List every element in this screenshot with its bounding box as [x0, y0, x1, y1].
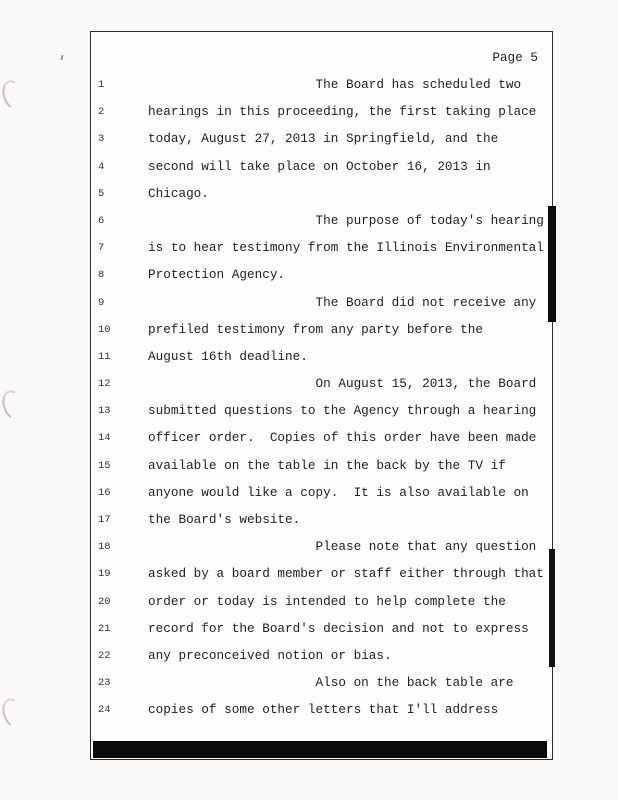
- line-number: 14: [98, 432, 111, 445]
- line-text: hearings in this proceeding, the first taking place: [148, 104, 537, 120]
- transcript-line: [91, 76, 552, 103]
- line-number: 4: [98, 160, 105, 173]
- line-text: Also on the back table are: [148, 675, 514, 691]
- line-number: 16: [98, 486, 111, 499]
- transcript-line: [91, 321, 552, 348]
- line-text: available on the table in the back by the TV if: [148, 457, 506, 473]
- line-number: 2: [98, 106, 105, 119]
- line-text: record for the Board's decision and not to express: [148, 620, 529, 636]
- line-text: Chicago.: [148, 185, 209, 201]
- transcript-line: [91, 674, 552, 701]
- binder-ring-mark: [0, 78, 27, 113]
- line-number: 17: [98, 514, 111, 526]
- transcript-line: [91, 266, 552, 293]
- line-text: is to hear testimony from the Illinois Environmental: [148, 240, 544, 256]
- transcript-line: [91, 429, 552, 456]
- binder-ring-mark: [0, 696, 27, 731]
- transcript-line: [91, 239, 552, 266]
- line-text: The Board has scheduled two: [148, 77, 522, 92]
- transcript-line: [91, 457, 552, 484]
- line-number: 6: [98, 214, 105, 227]
- line-text: copies of some other letters that I'll address: [148, 702, 499, 718]
- transcript-line: [91, 158, 552, 185]
- transcript-line: [91, 130, 552, 157]
- line-text: second will take place on October 16, 2013 in: [148, 158, 491, 174]
- line-text: any preconceived notion or bias.: [148, 647, 392, 663]
- line-text: submitted questions to the Agency through a hearing: [148, 403, 537, 419]
- line-number: 10: [98, 323, 111, 336]
- line-text: anyone would like a copy. It is also available on: [148, 484, 529, 500]
- line-number: 19: [98, 568, 111, 581]
- line-number: 24: [98, 704, 111, 717]
- line-text: officer order. Copies of this order have been made: [148, 430, 537, 446]
- binder-ring-mark: [0, 388, 27, 423]
- scan-artifact-right-top: [548, 206, 556, 322]
- line-number: 8: [98, 269, 105, 282]
- line-text: August 16th deadline.: [148, 348, 308, 364]
- scan-artifact-bottom-bar: [93, 741, 547, 758]
- transcript-line: [91, 647, 552, 674]
- page-number-label: Page 5: [492, 50, 538, 65]
- transcript-line: [91, 701, 552, 728]
- line-text: The purpose of today's hearing: [148, 212, 544, 228]
- line-number: 18: [98, 541, 111, 554]
- transcript-line: [91, 565, 552, 592]
- transcript-line: [91, 294, 552, 321]
- line-number: 5: [98, 187, 105, 200]
- line-number: 3: [98, 133, 105, 146]
- transcript-line: [91, 484, 552, 511]
- transcript-line: [91, 375, 552, 402]
- transcript-line: [91, 103, 552, 130]
- line-number: 1: [98, 79, 105, 91]
- line-number: 20: [98, 595, 111, 608]
- transcript-line: [91, 593, 552, 620]
- transcript-lines: [91, 76, 552, 729]
- transcript-line: [91, 538, 552, 565]
- line-text: Please note that any question: [148, 539, 537, 555]
- line-number: 11: [98, 350, 111, 363]
- transcript-line: [91, 511, 552, 538]
- transcript-line: [91, 348, 552, 375]
- line-number: 22: [98, 649, 111, 662]
- line-text: the Board's website.: [148, 512, 301, 527]
- line-text: The Board did not receive any: [148, 294, 537, 310]
- line-number: 15: [98, 459, 111, 472]
- transcript-line: [91, 185, 552, 212]
- line-number: 21: [98, 622, 111, 635]
- scan-speck: [61, 55, 64, 60]
- line-text: today, August 27, 2013 in Springfield, and the: [148, 131, 499, 147]
- line-text: On August 15, 2013, the Board: [148, 376, 537, 392]
- line-number: 9: [98, 296, 105, 309]
- line-number: 13: [98, 405, 111, 418]
- transcript-line: [91, 402, 552, 429]
- line-text: Protection Agency.: [148, 267, 286, 283]
- scan-artifact-right-bottom: [549, 549, 555, 667]
- line-text: prefiled testimony from any party before the: [148, 321, 484, 337]
- line-text: asked by a board member or staff either through that: [148, 566, 544, 582]
- line-number: 23: [98, 677, 111, 690]
- transcript-page: [90, 31, 553, 760]
- transcript-line: [91, 620, 552, 647]
- line-text: order or today is intended to help complete the: [148, 593, 506, 609]
- line-number: 7: [98, 242, 105, 255]
- transcript-line: [91, 212, 552, 239]
- line-number: 12: [98, 378, 111, 391]
